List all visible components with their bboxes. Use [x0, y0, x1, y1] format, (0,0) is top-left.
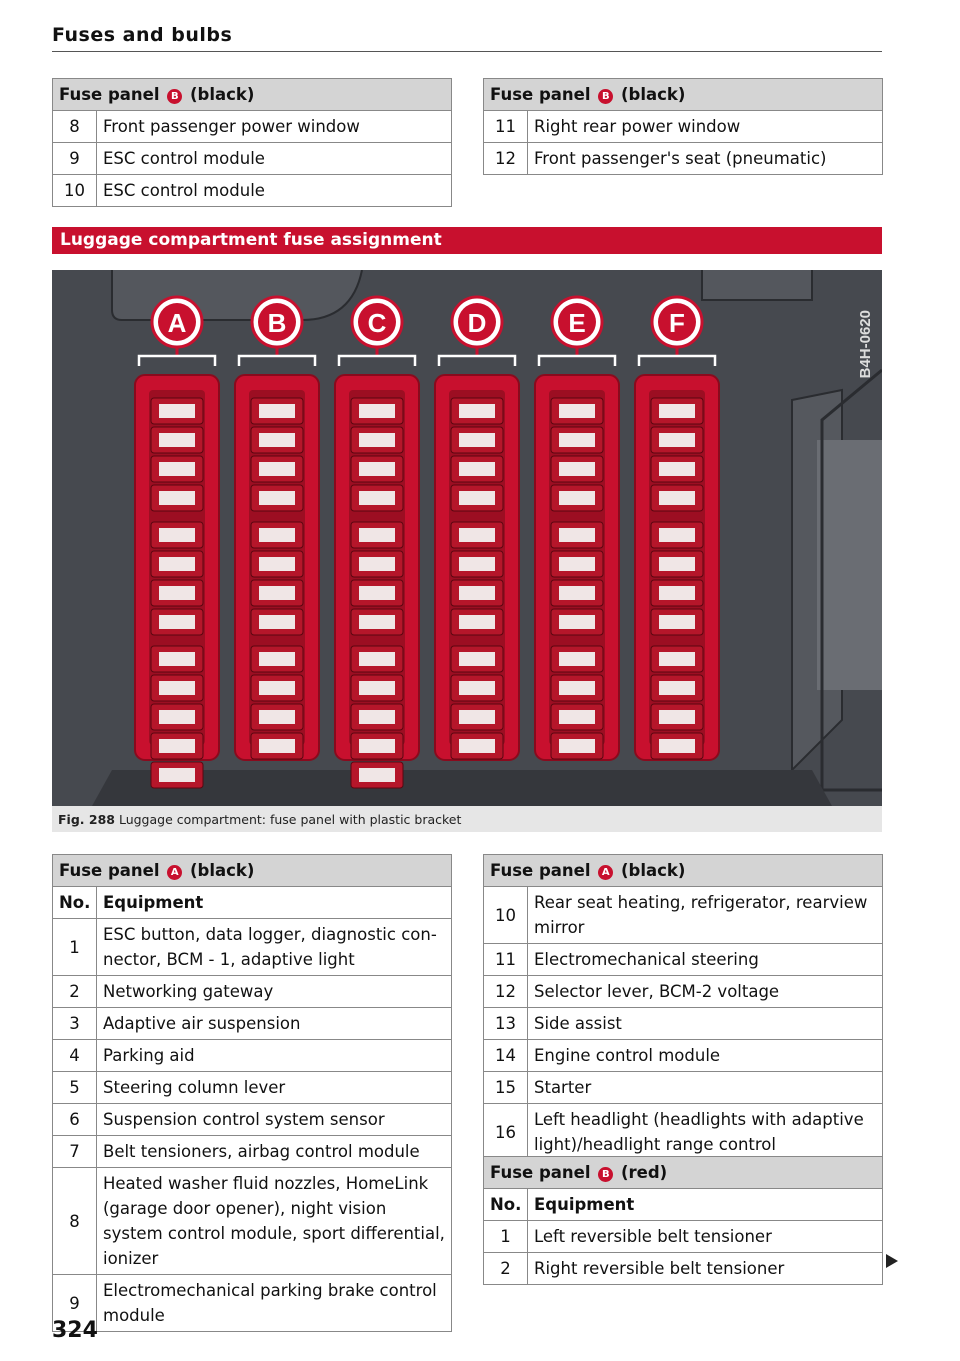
fuse-slot-label-bg [359, 557, 395, 571]
fuse-slot-label-bg [159, 528, 195, 542]
fuse-slot-label-bg [459, 586, 495, 600]
fuse-number: 11 [484, 944, 528, 976]
fuse-number: 5 [53, 1072, 97, 1104]
fuse-slot-label-bg [159, 710, 195, 724]
fuse-slot-label-bg [459, 491, 495, 505]
fuse-slot-label-bg [159, 586, 195, 600]
fuse-equipment: Left headlight (headlights with adaptive light)/headlight range control [528, 1104, 883, 1161]
column-header-equipment: Equipment [528, 1189, 883, 1221]
table-row [53, 976, 452, 1008]
fuse-equipment: Adaptive air suspension [97, 1008, 452, 1040]
fuse-slot-label-bg [259, 586, 295, 600]
fuse-slot-label-bg [659, 586, 695, 600]
fuse-slot-label-bg [159, 739, 195, 753]
panel-letter: A [167, 308, 187, 338]
header-rule [52, 51, 882, 52]
table-row [53, 143, 452, 175]
fuse-slot-label-bg [459, 681, 495, 695]
fuse-slot-label-bg [459, 710, 495, 724]
fuse-slot-label-bg [159, 433, 195, 447]
fuse-equipment: Right rear power window [528, 111, 883, 143]
fuse-slot-label-bg [259, 681, 295, 695]
fuse-panel-illustration [52, 270, 882, 806]
fuse-slot-label-bg [259, 404, 295, 418]
table-row [53, 111, 452, 143]
fuse-slot-label-bg [359, 433, 395, 447]
fuse-equipment: ESC control module [97, 143, 452, 175]
fuse-equipment: Side assist [528, 1008, 883, 1040]
panel-letter-badge: B [167, 89, 182, 104]
fuse-number: 7 [53, 1136, 97, 1168]
table-row [484, 1104, 883, 1161]
fuse-slot-label-bg [559, 404, 595, 418]
fuse-number: 14 [484, 1040, 528, 1072]
fuse-number: 2 [484, 1253, 528, 1285]
fuse-slot-label-bg [159, 615, 195, 629]
fuse-table-b-red [483, 1156, 883, 1285]
fuse-table-a-black [52, 854, 452, 1332]
fuse-number: 1 [484, 1221, 528, 1253]
fuse-table-a-black-continued [483, 854, 883, 1161]
fuse-slot-label-bg [559, 557, 595, 571]
fuse-equipment: Networking gateway [97, 976, 452, 1008]
table-caption: Fuse panel A (black) [53, 855, 452, 887]
fuse-slot-label-bg [359, 404, 395, 418]
fuse-slot-label-bg [659, 681, 695, 695]
fuse-slot-label-bg [359, 615, 395, 629]
fuse-number: 10 [53, 175, 97, 207]
fuse-slot-label-bg [159, 768, 195, 782]
fuse-slot-label-bg [359, 491, 395, 505]
panel-letter: F [669, 308, 685, 338]
fuse-slot-label-bg [659, 739, 695, 753]
panel-badge-c [352, 297, 402, 347]
table-caption: Fuse panel B (red) [484, 1157, 883, 1189]
fuse-number: 9 [53, 143, 97, 175]
fuse-slot-label-bg [659, 433, 695, 447]
fuse-slot-label-bg [559, 739, 595, 753]
column-header-no: No. [53, 887, 97, 919]
fuse-slot-label-bg [359, 710, 395, 724]
table-row [53, 1040, 452, 1072]
fuse-panel-figure [52, 270, 882, 806]
fuse-slot-label-bg [459, 404, 495, 418]
table-row [53, 1275, 452, 1332]
fuse-equipment: Parking aid [97, 1040, 452, 1072]
panel-letter-badge: B [598, 1167, 613, 1182]
panel-badge-e [552, 297, 602, 347]
fuse-slot-label-bg [659, 557, 695, 571]
panel-badge-d [452, 297, 502, 347]
fuse-number: 6 [53, 1104, 97, 1136]
fuse-equipment: Starter [528, 1072, 883, 1104]
panel-letter: E [568, 308, 586, 338]
fuse-slot-label-bg [559, 586, 595, 600]
fuse-slot-label-bg [459, 528, 495, 542]
fuse-number: 9 [53, 1275, 97, 1332]
table-row [53, 1008, 452, 1040]
figure-caption: Fig. 288 Luggage compartment: fuse panel with plastic bracket [58, 812, 462, 827]
fuse-slot-label-bg [259, 615, 295, 629]
fuse-equipment: ESC button, data logger, diagnostic con-nector, BCM - 1, adaptive light [97, 919, 452, 976]
table-row [484, 887, 883, 944]
fuse-slot-label-bg [159, 681, 195, 695]
panel-badge-f [652, 297, 702, 347]
figure-code: B4H-0620 [857, 310, 874, 379]
next-page-arrow-icon [886, 1254, 898, 1268]
fuse-equipment: Right reversible belt tensioner [528, 1253, 883, 1285]
fuse-table-b-black-left [52, 78, 452, 207]
table-row [53, 1136, 452, 1168]
panel-letter: D [467, 308, 487, 338]
fuse-slot-label-bg [559, 652, 595, 666]
section-title: Luggage compartment fuse assignment [52, 227, 882, 254]
fuse-slot-label-bg [159, 404, 195, 418]
fuse-slot-label-bg [259, 491, 295, 505]
fuse-equipment: Selector lever, BCM-2 voltage [528, 976, 883, 1008]
table-row [53, 1072, 452, 1104]
fuse-slot-label-bg [359, 739, 395, 753]
fuse-slot-label-bg [259, 462, 295, 476]
table-row [484, 1072, 883, 1104]
fuse-slot-label-bg [259, 557, 295, 571]
fuse-equipment: Rear seat heating, refrigerator, rearview mirror [528, 887, 883, 944]
fuse-slot-label-bg [259, 528, 295, 542]
table-row [484, 1221, 883, 1253]
fuse-equipment: Left reversible belt tensioner [528, 1221, 883, 1253]
fuse-slot-label-bg [659, 404, 695, 418]
table-row [53, 1168, 452, 1275]
fuse-number: 12 [484, 143, 528, 175]
fuse-equipment: Electromechanical steering [528, 944, 883, 976]
fuse-slot-label-bg [659, 528, 695, 542]
fuse-slot-label-bg [259, 739, 295, 753]
fuse-number: 1 [53, 919, 97, 976]
panel-letter: C [367, 308, 387, 338]
fuse-slot-label-bg [459, 652, 495, 666]
panel-letter-badge: A [598, 865, 613, 880]
column-header-equipment: Equipment [97, 887, 452, 919]
column-header-no: No. [484, 1189, 528, 1221]
panel-letter-badge: B [598, 89, 613, 104]
fuse-slot-label-bg [659, 710, 695, 724]
fuse-slot-label-bg [259, 710, 295, 724]
fuse-slot-label-bg [459, 615, 495, 629]
table-row [484, 1040, 883, 1072]
fuse-slot-label-bg [259, 433, 295, 447]
fuse-equipment: Heated washer fluid nozzles, HomeLink (garage door opener), night vision system control module, sport differential, ionizer [97, 1168, 452, 1275]
table-row [53, 1104, 452, 1136]
fuse-number: 8 [53, 1168, 97, 1275]
fuse-number: 4 [53, 1040, 97, 1072]
fuse-slot-label-bg [159, 557, 195, 571]
fuse-equipment: Front passenger power window [97, 111, 452, 143]
table-caption: Fuse panel B (black) [484, 79, 883, 111]
fuse-number: 12 [484, 976, 528, 1008]
fuse-slot-label-bg [559, 528, 595, 542]
fuse-table-b-black-right [483, 78, 883, 175]
page-number: 324 [52, 1318, 98, 1343]
table-row [484, 944, 883, 976]
fuse-slot-label-bg [159, 491, 195, 505]
fuse-slot-label-bg [459, 739, 495, 753]
fuse-number: 16 [484, 1104, 528, 1161]
fuse-equipment: Suspension control system sensor [97, 1104, 452, 1136]
fuse-slot-label-bg [659, 652, 695, 666]
fuse-number: 10 [484, 887, 528, 944]
table-row [484, 143, 883, 175]
fuse-slot-label-bg [259, 652, 295, 666]
panel-letter-badge: A [167, 865, 182, 880]
fuse-number: 3 [53, 1008, 97, 1040]
table-row [53, 175, 452, 207]
panel-letter: B [267, 308, 287, 338]
fuse-slot-label-bg [659, 491, 695, 505]
fuse-equipment: Belt tensioners, airbag control module [97, 1136, 452, 1168]
fuse-number: 13 [484, 1008, 528, 1040]
table-row [484, 1008, 883, 1040]
fuse-slot-label-bg [659, 462, 695, 476]
fuse-slot-label-bg [559, 491, 595, 505]
table-caption: Fuse panel A (black) [484, 855, 883, 887]
table-caption: Fuse panel B (black) [53, 79, 452, 111]
fuse-equipment: Steering column lever [97, 1072, 452, 1104]
fuse-slot-label-bg [559, 681, 595, 695]
table-row [484, 111, 883, 143]
fuse-slot-label-bg [559, 710, 595, 724]
fuse-slot-label-bg [359, 681, 395, 695]
fuse-slot-label-bg [659, 615, 695, 629]
fuse-slot-label-bg [359, 462, 395, 476]
fuse-equipment: Front passenger's seat (pneumatic) [528, 143, 883, 175]
fuse-number: 15 [484, 1072, 528, 1104]
panel-badge-a [152, 297, 202, 347]
fuse-equipment: Electromechanical parking brake control module [97, 1275, 452, 1332]
fuse-slot-label-bg [559, 462, 595, 476]
fuse-slot-label-bg [459, 462, 495, 476]
fuse-slot-label-bg [359, 652, 395, 666]
fuse-slot-label-bg [559, 615, 595, 629]
fuse-number: 8 [53, 111, 97, 143]
panel-badge-b [252, 297, 302, 347]
fuse-slot-label-bg [359, 768, 395, 782]
fuse-slot-label-bg [159, 462, 195, 476]
fuse-number: 2 [53, 976, 97, 1008]
fuse-slot-label-bg [459, 433, 495, 447]
fuse-number: 11 [484, 111, 528, 143]
table-row [484, 1253, 883, 1285]
fuse-slot-label-bg [159, 652, 195, 666]
fuse-slot-label-bg [359, 586, 395, 600]
table-row [53, 919, 452, 976]
running-head: Fuses and bulbs [52, 24, 233, 46]
fuse-slot-label-bg [559, 433, 595, 447]
table-row [484, 976, 883, 1008]
fuse-equipment: ESC control module [97, 175, 452, 207]
fuse-equipment: Engine control module [528, 1040, 883, 1072]
fuse-slot-label-bg [459, 557, 495, 571]
fuse-slot-label-bg [359, 528, 395, 542]
